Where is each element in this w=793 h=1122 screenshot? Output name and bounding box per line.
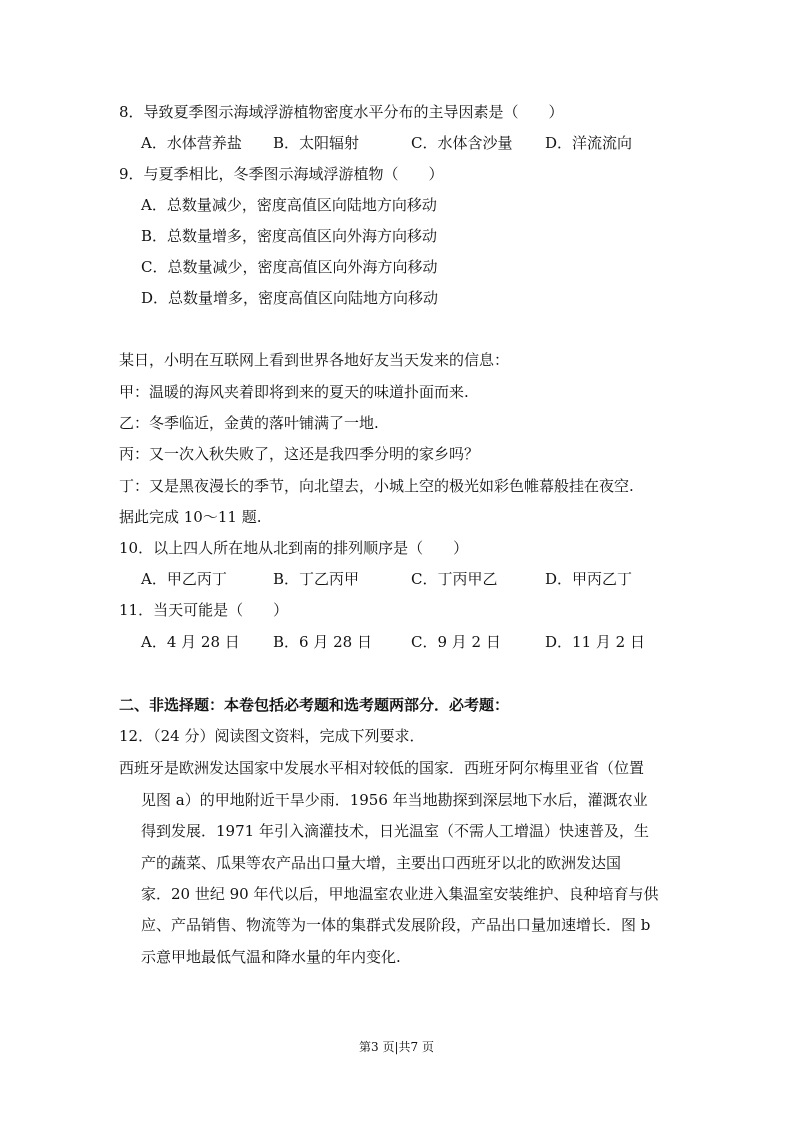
q12-paragraph-line-1: 西班牙是欧洲发达国家中发展水平相对较低的国家．西班牙阿尔梅里亚省（位置 [119,759,645,777]
passage-msg-ding: 丁：又是黑夜漫长的季节，向北望去，小城上空的极光如彩色帷幕般挂在夜空. [119,477,634,495]
q10-option-a: A．甲乙丙丁 [141,570,227,588]
q8-stem: 8．导致夏季图示海域浮游植物密度水平分布的主导因素是（ ） [119,103,564,121]
q12-paragraph-line-7: 示意甲地最低气温和降水量的年内变化. [141,948,401,966]
passage-instruction: 据此完成 10～11 题. [119,508,262,526]
passage-msg-yi: 乙：冬季临近，金黄的落叶铺满了一地. [119,414,379,432]
q10-option-c: C．丁丙甲乙 [411,570,498,588]
q11-options [141,632,761,652]
q11-option-b: B．6 月 28 日 [273,633,372,651]
q9-option-a: A．总数量减少，密度高值区向陆地方向移动 [141,196,437,214]
passage-intro: 某日，小明在互联网上看到世界各地好友当天发来的信息： [119,351,510,369]
q12-paragraph-line-2: 见图 a）的甲地附近干旱少雨．1956 年当地勘探到深层地下水后，灌溉农业 [141,791,648,809]
q9-option-b: B．总数量增多，密度高值区向外海方向移动 [141,227,438,245]
q12-stem: 12．（24 分）阅读图文资料，完成下列要求． [119,727,425,745]
q11-option-a: A．4 月 28 日 [141,633,240,651]
q12-paragraph-line-3: 得到发展．1971 年引入滴灌技术，日光温室（不需人工增温）快速普及，生 [141,822,649,840]
q8-options [141,133,761,153]
q10-options [141,569,761,589]
q12-paragraph-line-6: 应、产品销售、物流等为一体的集群式发展阶段，产品出口量加速增长．图 b [141,916,651,934]
q8-option-c: C．水体含沙量 [411,134,513,152]
q12-paragraph-line-4: 产的蔬菜、瓜果等农产品出口量大增，主要出口西班牙以北的欧洲发达国 [141,854,622,872]
q8-option-a: A．水体营养盐 [141,134,242,152]
q8-option-b: B．太阳辐射 [273,134,360,152]
section2-heading: 二、非选择题：本卷包括必考题和选考题两部分．必考题： [119,696,510,714]
q11-option-d: D．11 月 2 日 [545,633,645,651]
q9-option-d: D．总数量增多，密度高值区向陆地方向移动 [141,289,439,307]
q12-paragraph-line-5: 家．20 世纪 90 年代以后，甲地温室农业进入集温室安装维护、良种培育与供 [141,885,659,903]
q9-stem: 9．与夏季相比，冬季图示海域浮游植物（ ） [119,165,444,183]
q10-stem: 10．以上四人所在地从北到南的排列顺序是（ ） [119,539,469,557]
q9-option-c: C．总数量减少，密度高值区向外海方向移动 [141,258,438,276]
q11-option-c: C．9 月 2 日 [411,633,501,651]
passage-msg-bing: 丙：又一次入秋失败了，这还是我四季分明的家乡吗？ [119,445,480,463]
q10-option-b: B．丁乙丙甲 [273,570,360,588]
passage-msg-jia: 甲：温暖的海风夹着即将到来的夏天的味道扑面而来. [119,383,469,401]
q10-option-d: D．甲丙乙丁 [545,570,633,588]
q8-option-d: D．洋流流向 [545,134,633,152]
page-footer: 第3 页|共7 页 [359,1040,434,1054]
q11-stem: 11．当天可能是（ ） [119,601,289,619]
